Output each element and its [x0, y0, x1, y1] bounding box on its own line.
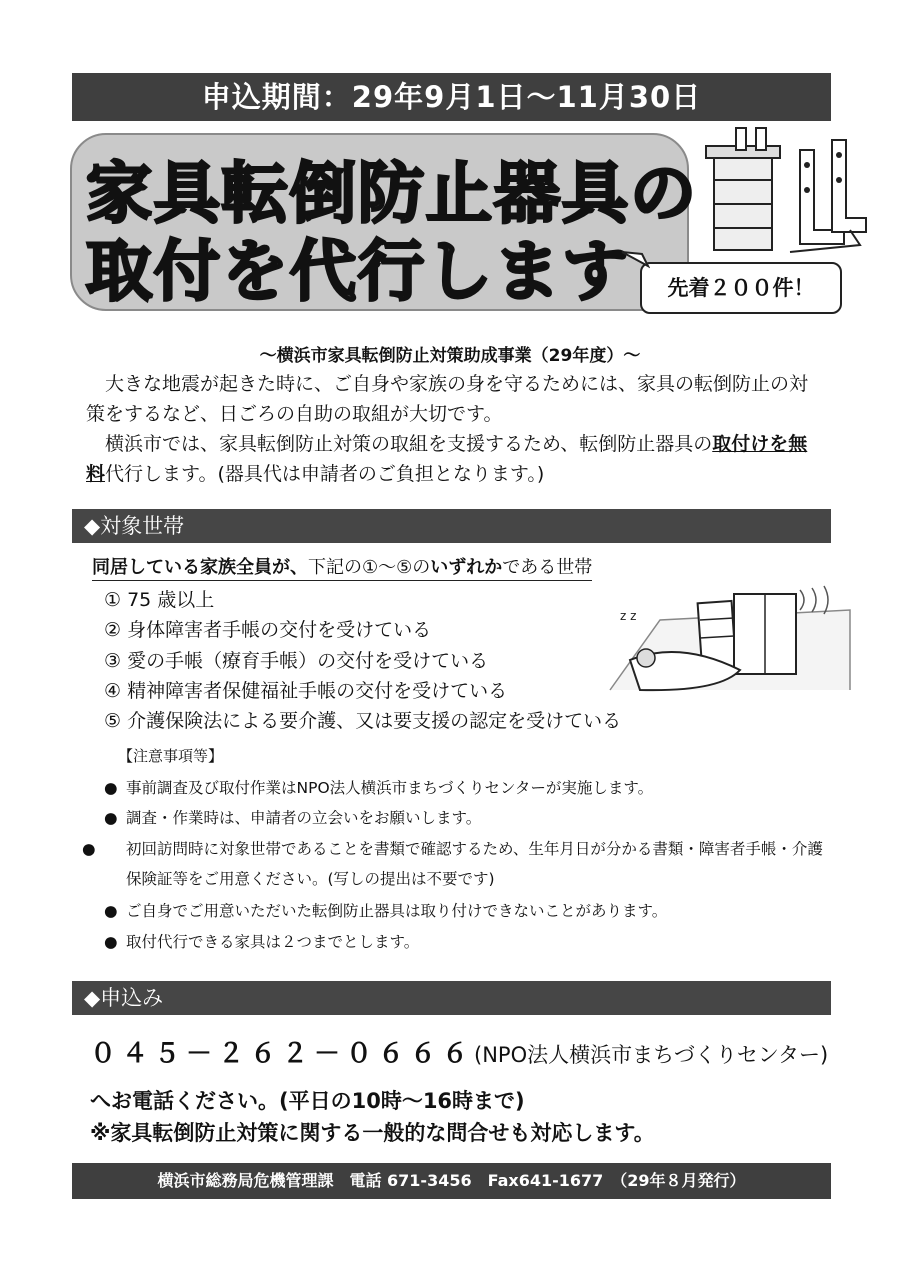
- bullet-icon: ●: [104, 933, 118, 951]
- phone-organization: (NPO法人横浜市まちづくりセンター): [474, 1043, 829, 1067]
- section-application: ◆申込み: [72, 981, 831, 1015]
- note-item: [82, 834, 826, 894]
- condition-item: ② 身体障害者手帳の交付を受けている: [104, 619, 432, 641]
- general-inquiry-note: ※家具転倒防止対策に関する一般的な問合せも対応します。: [90, 1121, 655, 1145]
- first-come-badge: 先着２００件！: [640, 262, 842, 314]
- note-item: [104, 803, 824, 833]
- bullet-icon: ●: [104, 902, 118, 920]
- lead-bold: 同居している家族全員が、: [92, 557, 308, 578]
- footer-contact-bar: 横浜市総務局危機管理課 電話 671-3456 Fax641-1677 （29年８月発行）: [72, 1163, 831, 1199]
- bullet-icon: ●: [104, 779, 118, 797]
- note-text: 事前調査及び取付作業はNPO法人横浜市まちづくりセンターが実施します。: [126, 779, 654, 797]
- earthquake-bedroom-illustration: [600, 580, 860, 700]
- phone-number[interactable]: ０４５－２６２－０６６６: [90, 1039, 475, 1069]
- note-item: [104, 927, 824, 957]
- title-line-1: 家具転倒防止器具の: [86, 155, 698, 232]
- intro-paragraph-2: [86, 429, 826, 489]
- bullet-icon: ●: [82, 840, 96, 858]
- phone-line: [90, 1033, 828, 1070]
- furniture-bracket-illustration: [700, 120, 870, 260]
- condition-item: ① 75 歳以上: [104, 589, 215, 611]
- notes-header: 【注意事項等】: [118, 747, 224, 765]
- svg-text:z z: z z: [620, 609, 637, 623]
- condition-item: ③ 愛の手帳（療育手帳）の交付を受けている: [104, 650, 489, 672]
- note-text: 初回訪問時に対象世帯であることを書類で確認するため、生年月日が分かる書類・障害者手帳・介護保険証等をご用意ください。(写しの提出は不要です): [126, 840, 823, 888]
- note-text: 調査・作業時は、申請者の立会いをお願いします。: [126, 809, 482, 827]
- title-line-2: 取付を代行します: [86, 233, 630, 310]
- eligibility-lead: [92, 553, 592, 581]
- condition-item: ④ 精神障害者保健福祉手帳の交付を受けている: [104, 680, 508, 702]
- condition-item: ⑤ 介護保険法による要介護、又は要支援の認定を受けている: [104, 710, 622, 732]
- call-hours: へお電話ください。(平日の10時～16時まで): [90, 1089, 525, 1113]
- intro-paragraph-1: 大きな地震が起きた時に、ご自身や家族の身を守るためには、家具の転倒防止の対策をするなど、日ごろの自助の取組が大切です。: [86, 373, 809, 425]
- note-item: [104, 896, 824, 926]
- section-target-households: ◆対象世帯: [72, 509, 831, 543]
- application-period-banner: 申込期間：29年9月1日～11月30日: [72, 73, 831, 121]
- intro-free-highlight: 取付けを無料: [86, 433, 808, 485]
- intro-p2-start: 横浜市では、家具転倒防止対策の取組を支援するため、転倒防止器具の: [105, 433, 713, 455]
- note-item: [104, 773, 824, 803]
- lead-mid: 下記の①～⑤の: [308, 557, 431, 578]
- intro-p2-end: 代行します。(器具代は申請者のご負担となります。): [105, 463, 545, 485]
- program-subtitle: ～横浜市家具転倒防止対策助成事業（29年度）～: [259, 346, 641, 366]
- lead-end: である世帯: [502, 557, 593, 578]
- note-text: 取付代行できる家具は２つまでとします。: [126, 933, 420, 951]
- bullet-icon: ●: [104, 809, 118, 827]
- note-text: ご自身でご用意いただいた転倒防止器具は取り付けできないことがあります。: [126, 902, 668, 920]
- bubble-tail: [620, 250, 650, 270]
- lead-bold-2: いずれか: [430, 557, 503, 578]
